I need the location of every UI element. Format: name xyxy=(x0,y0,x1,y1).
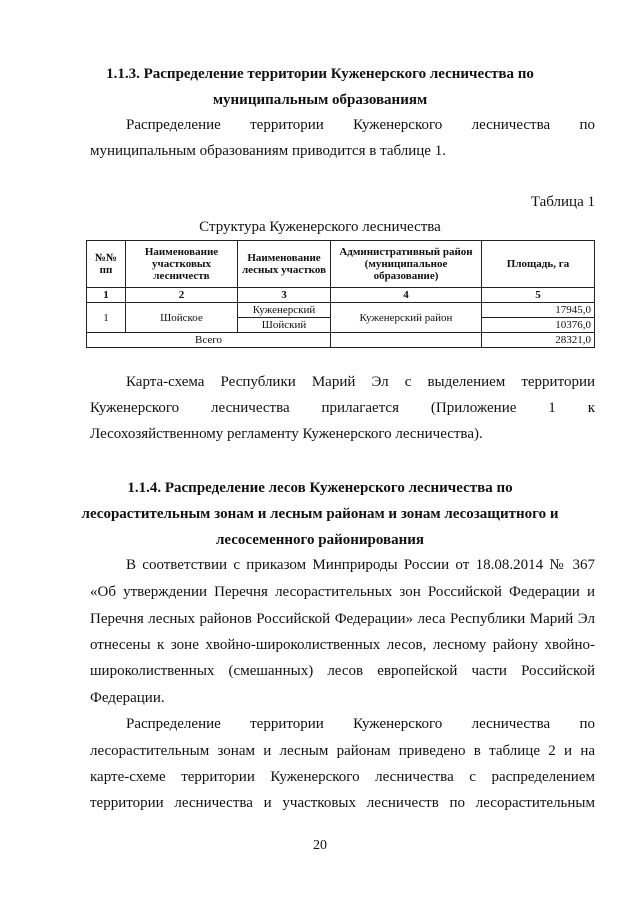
paragraph-line: «Об утверждении Перечня лесорастительных зон Российской Федерации и xyxy=(90,584,595,600)
table-label: Таблица 1 xyxy=(530,194,595,210)
column-number: 5 xyxy=(482,288,595,303)
header-cell: Наименование участковых лесничеств xyxy=(126,241,238,288)
area-cell: 10376,0 xyxy=(482,318,595,333)
table-total-row xyxy=(87,333,595,348)
paragraph-line: Распределение территории Куженерского лесничества по xyxy=(126,716,595,732)
column-number: 2 xyxy=(126,288,238,303)
table-row xyxy=(87,303,595,318)
paragraph-line: Федерации. xyxy=(90,690,165,706)
paragraph-line: отнесены к зоне хвойно-широколиственных лесов, лесному району хвойно- xyxy=(90,637,595,653)
paragraph-line: Перечня лесных районов Российской Федерации» леса Республики Марий Эл xyxy=(90,611,595,627)
section-heading-1-1-4: 1.1.4. Распределение лесов Куженерского лесничества по xyxy=(127,480,513,496)
page-number: 20 xyxy=(313,838,327,853)
table-column-numbers-row xyxy=(87,288,595,303)
paragraph-line: территории лесничества и участковых лесничеств по лесорастительным xyxy=(90,795,595,811)
table-caption: Структура Куженерского лесничества xyxy=(199,219,441,235)
paragraph-line: широколиственных (смешанных) лесов европейской части Российской xyxy=(90,663,595,679)
column-number: 4 xyxy=(331,288,482,303)
paragraph-line: муниципальным образованиям приводится в таблице 1. xyxy=(90,143,446,159)
paragraph-line: лесорастительным зонам и лесным районам приведено в таблице 2 и на xyxy=(90,743,595,759)
section-heading-1-1-4-cont: лесосеменного районирования xyxy=(215,532,424,548)
admin-district-cell: Куженерский район xyxy=(331,303,482,333)
paragraph-line: Куженерского лесничества прилагается (Приложение 1 к xyxy=(90,400,595,416)
row-number-cell: 1 xyxy=(87,303,126,333)
plot-name-cell: Куженерский xyxy=(238,303,331,318)
paragraph-line: Лесохозяйственному регламенту Куженерского лесничества). xyxy=(90,426,483,442)
paragraph-line: Карта-схема Республики Марий Эл с выделением территории xyxy=(126,374,595,390)
column-number: 1 xyxy=(87,288,126,303)
section-heading-1-1-3: 1.1.3. Распределение территории Куженерского лесничества по xyxy=(106,66,534,82)
paragraph-line: Распределение территории Куженерского лесничества по xyxy=(126,117,595,133)
forestry-structure-table xyxy=(86,240,595,348)
paragraph-line: В соответствии с приказом Минприроды России от 18.08.2014 № 367 xyxy=(126,557,595,573)
header-cell: Административный район (муниципальное образование) xyxy=(331,241,482,288)
header-cell: Площадь, га xyxy=(482,241,595,288)
header-cell: №№ пп xyxy=(87,241,126,288)
plot-name-cell: Шойский xyxy=(238,318,331,333)
district-cell: Шойское xyxy=(126,303,238,333)
section-heading-1-1-3-cont: муниципальным образованиям xyxy=(212,92,428,108)
table-header-row xyxy=(87,241,595,288)
section-heading-1-1-4-cont: лесорастительным зонам и лесным районам и зонам лесозащитного и xyxy=(81,506,559,522)
paragraph-line: карте-схеме территории Куженерского лесничества с распределением xyxy=(90,769,595,785)
header-cell: Наименование лесных участков xyxy=(238,241,331,288)
empty-cell xyxy=(331,333,482,348)
column-number: 3 xyxy=(238,288,331,303)
total-label-cell: Всего xyxy=(87,333,331,348)
area-cell: 17945,0 xyxy=(482,303,595,318)
total-area-cell: 28321,0 xyxy=(482,333,595,348)
